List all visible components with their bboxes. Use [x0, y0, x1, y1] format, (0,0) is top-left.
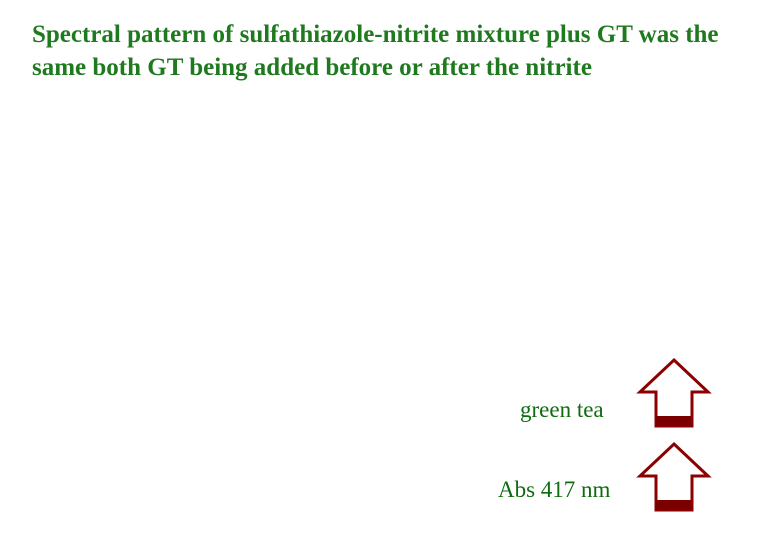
slide-title: Spectral pattern of sulfathiazole-nitrite mixture plus GT was the same both GT being added before or after the nitrite — [32, 21, 719, 81]
green-tea-label: green tea — [520, 397, 604, 422]
up-arrow-icon — [634, 440, 714, 514]
up-arrow-icon — [634, 356, 714, 430]
abs-417-label: Abs 417 nm — [498, 477, 611, 502]
